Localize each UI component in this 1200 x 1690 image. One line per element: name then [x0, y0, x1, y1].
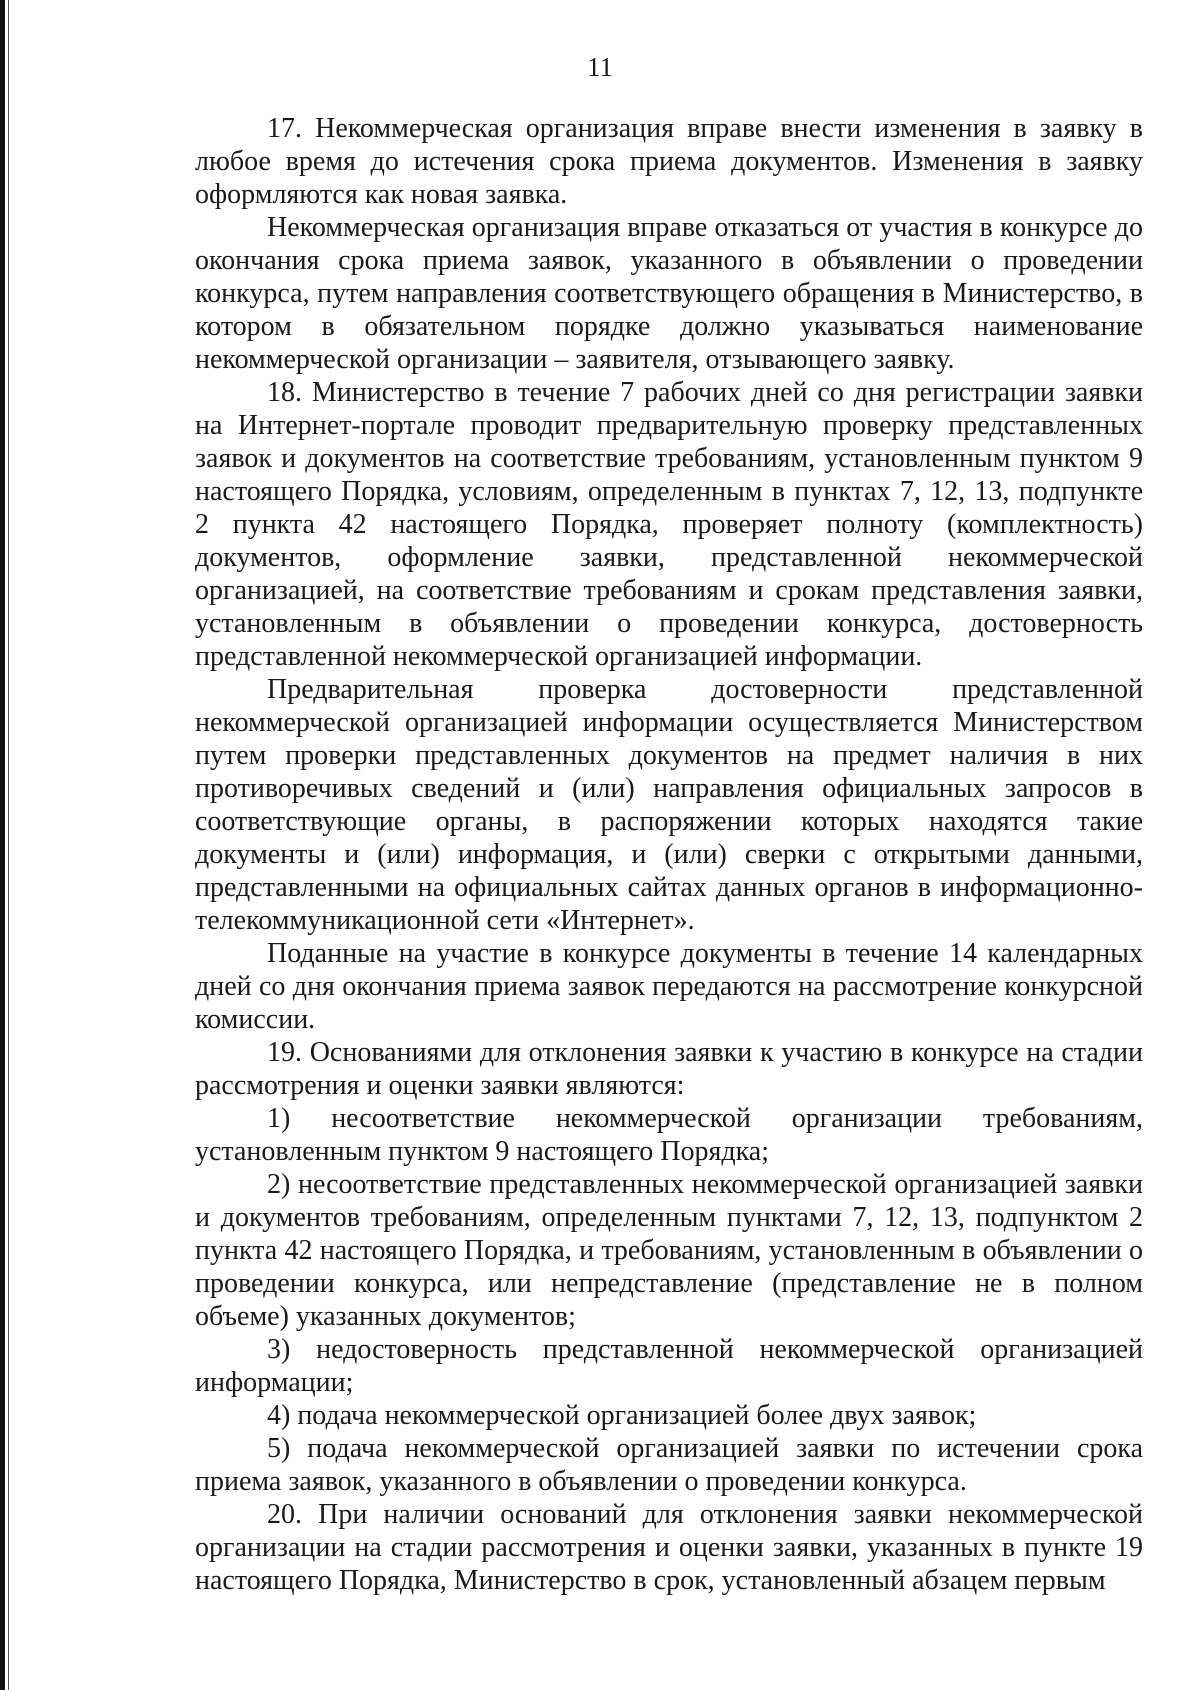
paragraph-17-withdrawal: Некоммерческая организация вправе отказаться от участия в конкурсе до окончания срока приема заявок, указанного в объявлении о проведении конкурса, путем направления соответствующего обращения в Министерство, в котором в обязательном порядке должно указываться наименование некоммерческой организации – заявителя, отзывающего заявку.: [195, 212, 1143, 375]
paragraph-19: 19. Основаниями для отклонения заявки к участию в конкурсе на стадии рассмотрения и оценки заявки являются:: [195, 1037, 1143, 1101]
paragraph-20: 20. При наличии оснований для отклонения заявки некоммерческой организации на стадии рассмотрения и оценки заявки, указанных в пункте 19 настоящего Порядка, Министерство в срок, установленный абзацем первым: [195, 1499, 1143, 1596]
paragraph-19-item-5: 5) подача некоммерческой организацией заявки по истечении срока приема заявок, указанного в объявлении о проведении конкурса.: [195, 1433, 1143, 1497]
paragraph-18-verification: Предварительная проверка достоверности представленной некоммерческой организацией информации осуществляется Министерством путем проверки представленных документов на предмет наличия в них противоречивых сведений и (или) направления официальных запросов в соответствующие органы, в распоряжении которых находятся такие документы и (или) информация, и (или) сверки с открытыми данными, представленными на официальных сайтах данных органов в информационно-телекоммуникационной сети «Интернет».: [195, 674, 1143, 936]
paragraph-17: 17. Некоммерческая организация вправе внести изменения в заявку в любое время до истечения срока приема документов. Изменения в заявку оформляются как новая заявка.: [195, 113, 1143, 210]
paragraph-19-item-3: 3) недостоверность представленной некоммерческой организацией информации;: [195, 1334, 1143, 1398]
scan-edge: [0, 0, 5, 1690]
scan-edge-line: [8, 0, 9, 1690]
paragraph-18: 18. Министерство в течение 7 рабочих дней со дня регистрации заявки на Интернет-портале проводит предварительную проверку представленных заявок и документов на соответствие требованиям, установленным пунктом 9 настоящего Порядка, условиям, определенным в пунктах 7, 12, 13, подпункте 2 пункта 42 настоящего Порядка, проверяет полноту (комплектность) документов, оформление заявки, представленной некоммерческой организацией, на соответствие требованиям и срокам представления заявки, установленным в объявлении о проведении конкурса, достоверность представленной некоммерческой организацией информации.: [195, 377, 1143, 672]
paragraph-19-item-2: 2) несоответствие представленных некоммерческой организацией заявки и документов требованиям, определенным пунктами 7, 12, 13, подпунктом 2 пункта 42 настоящего Порядка, и требованиям, установленным в объявлении о проведении конкурса, или непредставление (представление не в полном объеме) указанных документов;: [195, 1169, 1143, 1332]
paragraph-18-submission: Поданные на участие в конкурсе документы в течение 14 календарных дней со дня окончания приема заявок передаются на рассмотрение конкурсной комиссии.: [195, 938, 1143, 1035]
page-number: 11: [587, 52, 613, 82]
paragraph-19-item-1: 1) несоответствие некоммерческой организации требованиям, установленным пунктом 9 настоящего Порядка;: [195, 1103, 1143, 1167]
document-body: [195, 112, 1143, 1597]
paragraph-19-item-4: 4) подача некоммерческой организацией более двух заявок;: [267, 1400, 977, 1431]
